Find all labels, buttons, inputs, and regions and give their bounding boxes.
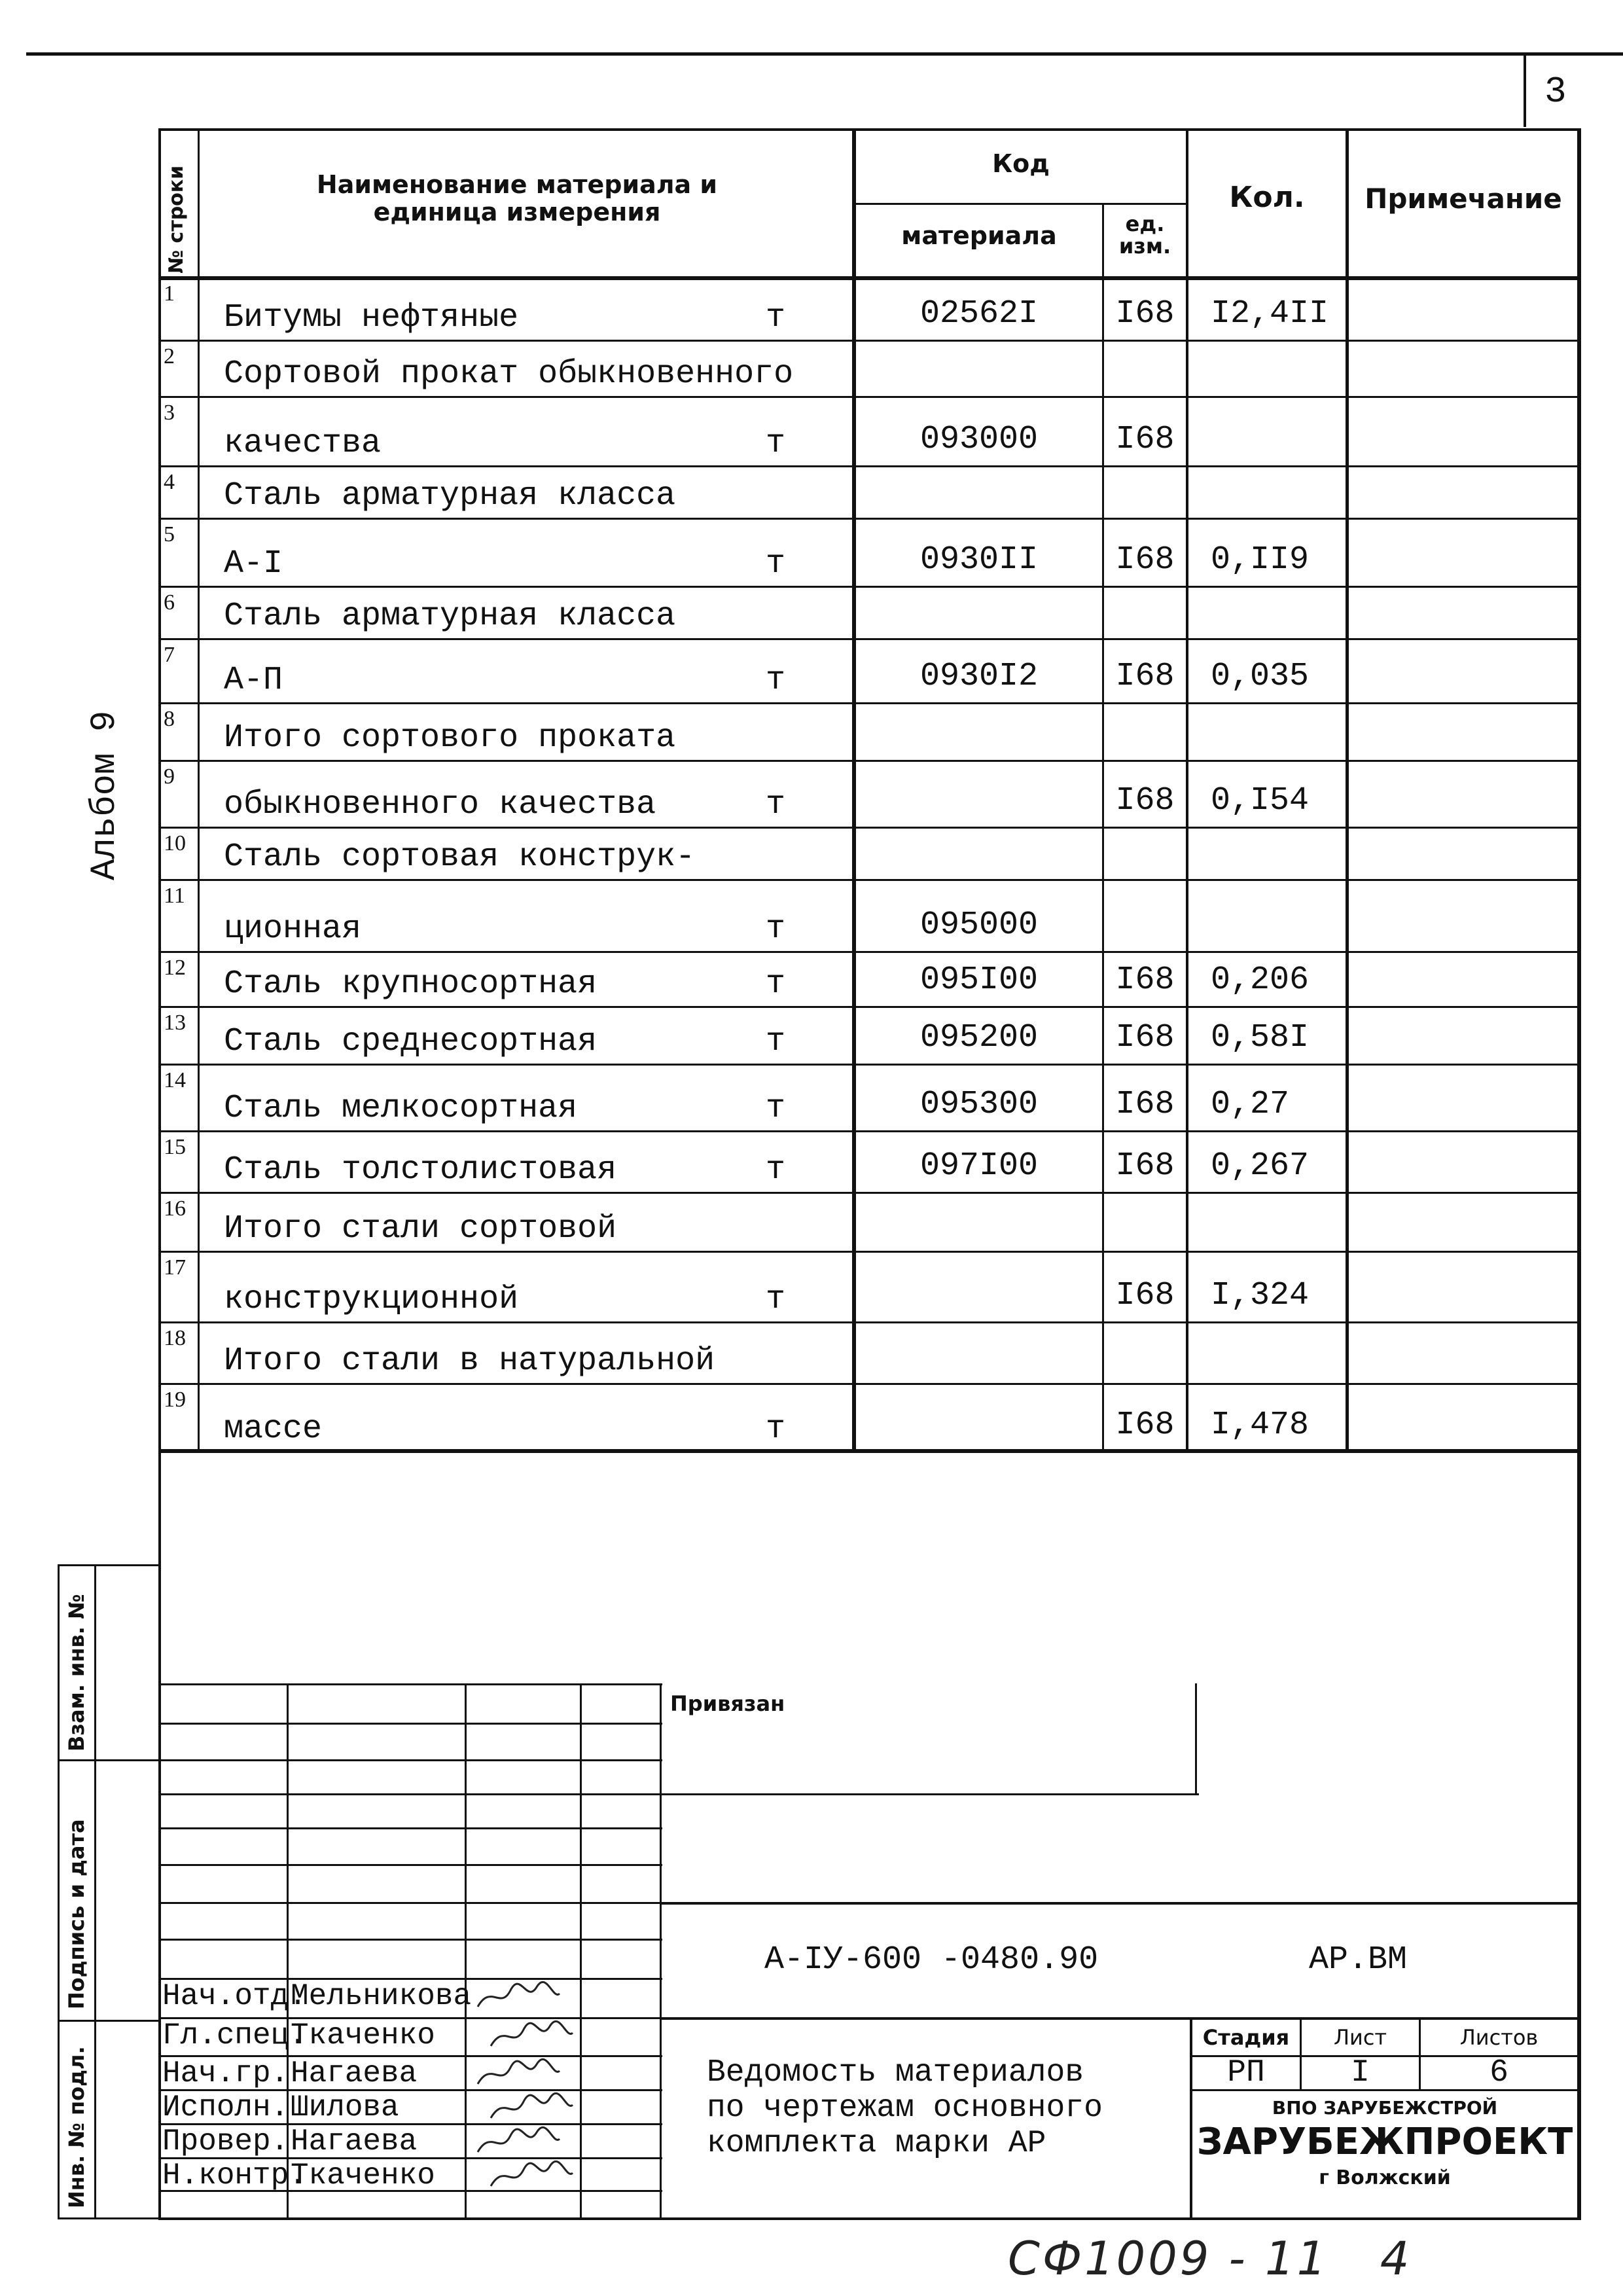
signer-role: Нач.отд. bbox=[162, 1979, 307, 2013]
signature bbox=[471, 1981, 563, 2013]
row-divider bbox=[158, 396, 1580, 398]
row-number: 18 bbox=[164, 1326, 186, 1350]
material-name: Итого сортового проката bbox=[224, 719, 676, 757]
quantity: 0,267 bbox=[1211, 1147, 1310, 1185]
row-divider bbox=[158, 1383, 1580, 1385]
signature bbox=[484, 2020, 576, 2053]
quantity: 0,206 bbox=[1211, 961, 1310, 999]
row-number: 11 bbox=[164, 884, 185, 908]
unit-code: I68 bbox=[1115, 295, 1175, 332]
unit-abbr: т bbox=[766, 662, 786, 699]
quantity: I2,4II bbox=[1211, 295, 1329, 332]
unit-code: I68 bbox=[1115, 961, 1175, 999]
header-qty: Кол. bbox=[1229, 181, 1305, 214]
material-code: 0930II bbox=[919, 541, 1039, 579]
signer-role: Провер. bbox=[162, 2125, 289, 2159]
album-label: Альбом 9 bbox=[85, 710, 125, 880]
material-name: Сталь крупносортная bbox=[224, 965, 597, 1003]
footer-code: СФ1009 - 11 4 bbox=[1008, 2232, 1412, 2286]
material-code: 093000 bbox=[919, 421, 1039, 458]
quantity: 0,035 bbox=[1211, 658, 1310, 695]
row-divider bbox=[158, 518, 1580, 520]
label-podpis-data: Подпись и дата bbox=[64, 1819, 89, 2009]
material-name: обыкновенного качества bbox=[224, 786, 656, 823]
unit-abbr: т bbox=[766, 545, 786, 583]
row-divider bbox=[158, 1251, 1580, 1253]
row-divider bbox=[158, 1064, 1580, 1066]
row-divider bbox=[158, 1006, 1580, 1008]
material-name: Битумы нефтяные bbox=[224, 299, 519, 336]
document-title bbox=[707, 2055, 1103, 2161]
privyazan-label: Привязан bbox=[670, 1691, 785, 1716]
label-inv-podl: Инв. № подл. bbox=[64, 2046, 89, 2208]
title-line-1: Ведомость материалов bbox=[707, 2055, 1084, 2090]
unit-abbr: т bbox=[766, 965, 786, 1003]
material-name: Сталь арматурная класса bbox=[224, 598, 676, 635]
quantity: 0,I54 bbox=[1211, 782, 1310, 819]
header-note: Примечание bbox=[1364, 183, 1562, 215]
row-number: 6 bbox=[164, 590, 175, 615]
header-unit-line1: ед. bbox=[1125, 211, 1165, 236]
row-number: 8 bbox=[164, 707, 175, 731]
unit-code: I68 bbox=[1115, 1086, 1175, 1123]
row-divider bbox=[158, 760, 1580, 762]
row-number: 2 bbox=[164, 344, 175, 368]
stage-label: Стадия bbox=[1202, 2025, 1290, 2050]
document-code: А-IУ-600 -0480.90 bbox=[764, 1941, 1099, 1979]
signature bbox=[484, 2092, 576, 2125]
material-name: ционная bbox=[224, 910, 362, 948]
material-name: А-I bbox=[224, 545, 283, 583]
sheets-label: Листов bbox=[1459, 2025, 1539, 2050]
material-name: массе bbox=[224, 1410, 323, 1448]
material-name: Сортовой прокат обыкновенного bbox=[224, 355, 794, 393]
material-code: 095200 bbox=[919, 1019, 1039, 1056]
row-number: 15 bbox=[164, 1135, 186, 1159]
title-line-2: по чертежам основного bbox=[707, 2090, 1103, 2126]
signer-name: Нагаева bbox=[291, 2125, 418, 2159]
material-name: Итого стали в натуральной bbox=[224, 1342, 715, 1380]
signer-role: Н.контр. bbox=[162, 2159, 307, 2193]
signer-name: Шилова bbox=[291, 2090, 399, 2125]
sheet-value: I bbox=[1351, 2055, 1370, 2090]
row-divider bbox=[158, 1130, 1580, 1132]
row-number: 17 bbox=[164, 1255, 186, 1280]
header-material: материала bbox=[901, 221, 1057, 250]
unit-code: I68 bbox=[1115, 1277, 1175, 1314]
row-number: 10 bbox=[164, 831, 186, 855]
unit-code: I68 bbox=[1115, 782, 1175, 819]
org-line-2: ЗАРУБЕЖПРОЕКТ bbox=[1196, 2121, 1573, 2163]
row-number: 13 bbox=[164, 1011, 186, 1035]
signer-name: Ткаченко bbox=[291, 2018, 435, 2053]
sheet-number-box-left bbox=[1524, 55, 1526, 127]
material-code: 02562I bbox=[919, 295, 1039, 332]
header-name-line2: единица измерения bbox=[373, 198, 661, 226]
unit-abbr: т bbox=[766, 1151, 786, 1189]
material-code: 0930I2 bbox=[919, 658, 1039, 695]
material-name: качества bbox=[224, 425, 382, 462]
row-number: 7 bbox=[164, 643, 175, 667]
row-number: 4 bbox=[164, 470, 175, 494]
document-mark: АР.ВМ bbox=[1309, 1941, 1408, 1979]
row-number: 14 bbox=[164, 1068, 186, 1092]
material-name: А-П bbox=[224, 662, 283, 699]
material-name: Сталь мелкосортная bbox=[224, 1090, 578, 1127]
unit-code: I68 bbox=[1115, 421, 1175, 458]
signature bbox=[471, 2126, 563, 2159]
material-name: конструкционной bbox=[224, 1281, 519, 1318]
unit-abbr: т bbox=[766, 910, 786, 948]
material-code: 097I00 bbox=[919, 1147, 1039, 1185]
unit-abbr: т bbox=[766, 1023, 786, 1060]
material-name: Сталь арматурная класса bbox=[224, 477, 676, 514]
row-divider bbox=[158, 1192, 1580, 1194]
material-name: Сталь среднесортная bbox=[224, 1023, 597, 1060]
header-row-no: № строки bbox=[165, 165, 188, 274]
title-line-3: комплекта марки АР bbox=[707, 2126, 1046, 2161]
signer-role: Исполн. bbox=[162, 2090, 289, 2125]
row-number: 9 bbox=[164, 764, 175, 789]
unit-abbr: т bbox=[766, 1090, 786, 1127]
material-name: Итого стали сортовой bbox=[224, 1210, 617, 1247]
unit-abbr: т bbox=[766, 425, 786, 462]
quantity: 0,II9 bbox=[1211, 541, 1310, 579]
header-unit-line2: изм. bbox=[1118, 234, 1171, 259]
unit-code: I68 bbox=[1115, 1019, 1175, 1056]
row-divider bbox=[158, 638, 1580, 640]
row-divider bbox=[158, 1321, 1580, 1323]
unit-abbr: т bbox=[766, 1410, 786, 1448]
unit-code: I68 bbox=[1115, 541, 1175, 579]
row-number: 5 bbox=[164, 522, 175, 547]
material-name: Сталь сортовая конструк- bbox=[224, 838, 696, 876]
quantity: I,324 bbox=[1211, 1277, 1310, 1314]
unit-code: I68 bbox=[1115, 658, 1175, 695]
signer-role: Нач.гр. bbox=[162, 2056, 289, 2090]
material-code: 095300 bbox=[919, 1086, 1039, 1123]
signature bbox=[484, 2160, 576, 2193]
row-divider bbox=[158, 702, 1580, 704]
unit-code: I68 bbox=[1115, 1147, 1175, 1185]
signer-name: Мельникова bbox=[291, 1979, 472, 2013]
material-code: 095000 bbox=[919, 906, 1039, 944]
row-number: 12 bbox=[164, 956, 186, 980]
unit-abbr: т bbox=[766, 1281, 786, 1318]
signer-name: Нагаева bbox=[291, 2056, 418, 2090]
quantity: 0,27 bbox=[1211, 1086, 1290, 1123]
sheets-value: 6 bbox=[1489, 2055, 1508, 2090]
signature bbox=[471, 2058, 563, 2090]
label-vzam-inv: Взам. инв. № bbox=[64, 1594, 89, 1751]
material-code: 095I00 bbox=[919, 961, 1039, 999]
unit-abbr: т bbox=[766, 299, 786, 336]
row-divider bbox=[158, 951, 1580, 953]
row-number: 3 bbox=[164, 401, 175, 425]
org-line-1: ВПО ЗАРУБЕЖСТРОЙ bbox=[1272, 2097, 1498, 2119]
row-divider bbox=[158, 340, 1580, 342]
row-divider bbox=[158, 586, 1580, 588]
row-divider bbox=[158, 827, 1580, 829]
row-number: 19 bbox=[164, 1388, 186, 1412]
signer-name: Ткаченко bbox=[291, 2159, 435, 2193]
row-divider bbox=[158, 879, 1580, 881]
sheet-label: Лист bbox=[1333, 2025, 1387, 2050]
row-number: 1 bbox=[164, 281, 175, 306]
top-rule bbox=[26, 52, 1623, 56]
quantity: 0,58I bbox=[1211, 1019, 1310, 1056]
stage-value: РП bbox=[1227, 2055, 1265, 2090]
sheet-number: 3 bbox=[1544, 71, 1567, 113]
quantity: I,478 bbox=[1211, 1407, 1310, 1444]
material-name: Сталь толстолистовая bbox=[224, 1151, 617, 1189]
header-code: Код bbox=[992, 149, 1050, 178]
unit-abbr: т bbox=[766, 786, 786, 823]
org-line-3: г Волжский bbox=[1319, 2166, 1451, 2189]
header-name-line1: Наименование материала и bbox=[316, 170, 718, 199]
row-divider bbox=[158, 465, 1580, 467]
row-number: 16 bbox=[164, 1196, 186, 1221]
signer-role: Гл.спец. bbox=[162, 2018, 307, 2053]
unit-code: I68 bbox=[1115, 1407, 1175, 1444]
